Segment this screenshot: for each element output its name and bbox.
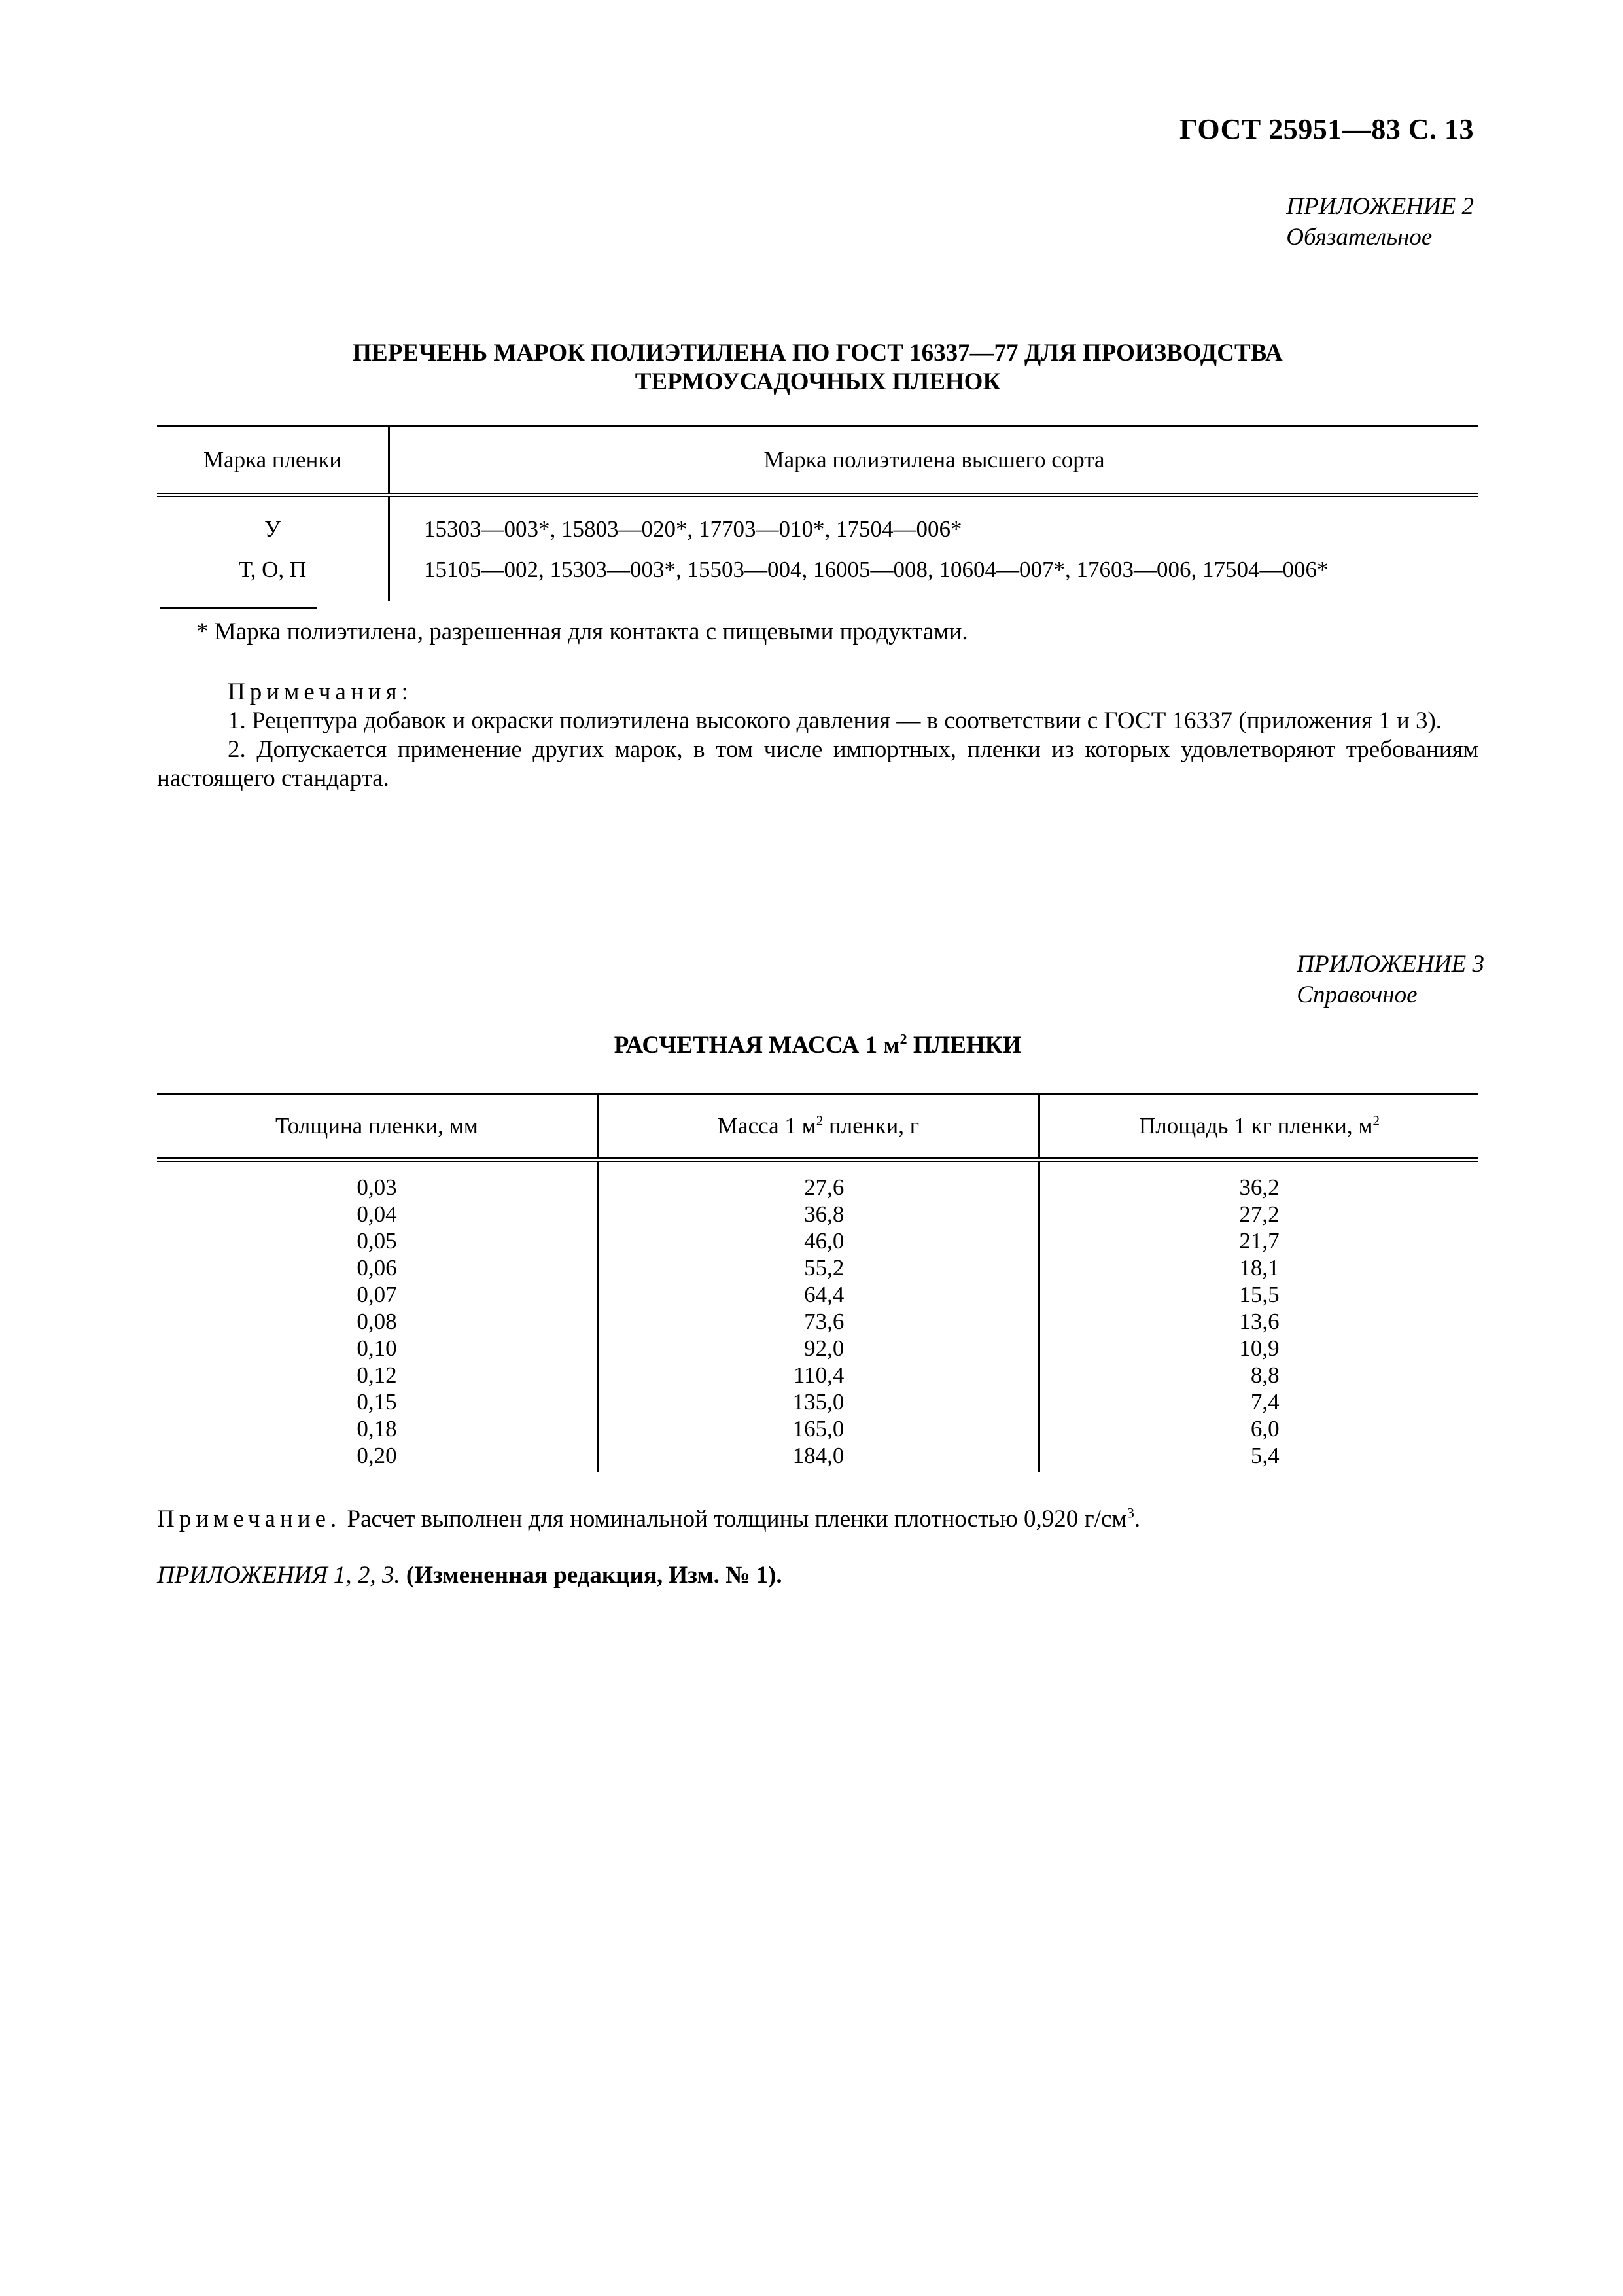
- section-2-title: [157, 1031, 1478, 1060]
- section-2-note-text: Расчет выполнен для номинальной толщины пленки плотностью 0,920 г/см: [341, 1506, 1127, 1532]
- appendix-2-status: Обязательное: [1286, 224, 1433, 251]
- col-header-area: [1039, 1094, 1479, 1160]
- appendix-2-label: ПРИЛОЖЕНИЕ 2: [1286, 193, 1474, 220]
- table-cell: 165,0: [792, 1416, 845, 1441]
- notes-block: [157, 678, 1478, 793]
- appendix-3-block: [1297, 949, 1484, 1010]
- table-cell: 0,10: [357, 1335, 397, 1361]
- page-header: ГОСТ 25951—83 С. 13: [1179, 113, 1474, 145]
- appendix-2-block: [1286, 191, 1474, 253]
- section-2-note: [157, 1505, 1478, 1534]
- table-cell: 135,0: [792, 1389, 845, 1415]
- table-cell: 55,2: [804, 1255, 845, 1280]
- table-cell: 36,2: [1239, 1174, 1280, 1200]
- amendment-italic: ПРИЛОЖЕНИЯ 1, 2, 3.: [157, 1562, 400, 1589]
- polyethylene-grade-cell: 15303—003*, 15803—020*, 17703—010*, 17504—006*: [424, 516, 962, 542]
- section-2-note-end: .: [1134, 1506, 1141, 1532]
- amendment-bold: (Измененная редакция, Изм. № 1).: [400, 1562, 782, 1589]
- table-cell: 18,1: [1239, 1255, 1280, 1280]
- table-cell: 0,07: [357, 1282, 397, 1307]
- film-grade-cell: Т, О, П: [157, 550, 389, 601]
- polyethylene-grade-cell: 15105—002, 15303—003*, 15503—004, 16005—008, 10604—007*, 17603—006, 17504—006*: [424, 557, 1329, 582]
- table-cell: 0,06: [357, 1255, 397, 1280]
- mass-header-pre: Масса 1 м: [717, 1113, 816, 1139]
- table-header-row: [157, 1094, 1478, 1160]
- table-cell: 0,18: [357, 1416, 397, 1441]
- table-cell: 5,4: [1250, 1443, 1280, 1468]
- section-2-note-label: Примечание.: [157, 1506, 341, 1532]
- appendix-3-label: ПРИЛОЖЕНИЕ 3: [1297, 951, 1484, 978]
- table-cell: 0,15: [357, 1389, 397, 1415]
- area-header-sup: 2: [1372, 1112, 1380, 1129]
- section-1-title-line2: ТЕРМОУСАДОЧНЫХ ПЛЕНОК: [635, 368, 1001, 395]
- table-row: [157, 550, 1478, 601]
- table-cell: 73,6: [804, 1309, 845, 1334]
- polyethylene-grades-table: [157, 425, 1478, 601]
- section-2-title-pre: РАСЧЕТНАЯ МАССА 1 м: [614, 1032, 900, 1059]
- thickness-values: [357, 1174, 396, 1469]
- mass-column: [598, 1160, 1039, 1472]
- col-header-thickness: Толщина пленки, мм: [157, 1094, 598, 1160]
- table-cell: 27,6: [804, 1174, 845, 1200]
- area-values: [1239, 1174, 1279, 1469]
- section-1-title-line1: ПЕРЕЧЕНЬ МАРОК ПОЛИЭТИЛЕНА ПО ГОСТ 16337—77 ДЛЯ ПРОИЗВОДСТВА: [353, 340, 1283, 366]
- table-cell: 13,6: [1239, 1309, 1280, 1334]
- table-header-row: [157, 427, 1478, 495]
- table-cell: 0,05: [357, 1228, 397, 1254]
- table-cell: 10,9: [1239, 1335, 1280, 1361]
- col-header-film-grade: Марка пленки: [157, 427, 389, 495]
- table-cell: 0,08: [357, 1309, 397, 1334]
- col-header-polyethylene-grade: Марка полиэтилена высшего сорта: [389, 427, 1479, 495]
- table-cell: 21,7: [1239, 1228, 1280, 1254]
- section-2-title-post: ПЛЕНКИ: [907, 1032, 1022, 1059]
- table-cell: 184,0: [792, 1443, 845, 1468]
- table-cell: 46,0: [804, 1228, 845, 1254]
- table-cell: 8,8: [1250, 1362, 1280, 1388]
- footnote-text: * Марка полиэтилена, разрешенная для контакта с пищевыми продуктами.: [196, 618, 968, 645]
- mass-values: [793, 1174, 845, 1469]
- section-2-title-sup: 2: [899, 1031, 907, 1048]
- thickness-column: [157, 1160, 598, 1472]
- mass-header-sup: 2: [816, 1112, 824, 1129]
- table-cell: 64,4: [804, 1282, 845, 1307]
- notes-heading: Примечания:: [228, 679, 413, 705]
- film-grade-cell: У: [157, 495, 389, 550]
- mass-header-post: пленки, г: [823, 1113, 920, 1139]
- table-cell: 6,0: [1250, 1416, 1280, 1441]
- table-body-row: [157, 1160, 1478, 1472]
- table-cell: 27,2: [1239, 1201, 1280, 1227]
- note-2: 2. Допускается применение других марок, в том числе импортных, пленки из которых удовлетворяют требованиям настоящего стандарта.: [157, 736, 1478, 792]
- area-header-pre: Площадь 1 кг пленки, м: [1139, 1113, 1373, 1139]
- table-cell: 92,0: [804, 1335, 845, 1361]
- table-cell: 36,8: [804, 1201, 845, 1227]
- table-cell: 0,04: [357, 1201, 397, 1227]
- table-cell: 0,12: [357, 1362, 397, 1388]
- amendment-line: [157, 1561, 1478, 1590]
- area-column: [1039, 1160, 1479, 1472]
- section-2-note-sup: 3: [1126, 1504, 1134, 1521]
- table-cell: 110,4: [793, 1362, 845, 1388]
- table-row: [157, 495, 1478, 550]
- film-mass-table: [157, 1093, 1478, 1472]
- note-1: 1. Рецептура добавок и окраски полиэтилена высокого давления — в соответствии с ГОСТ 16337 (приложения 1 и 3).: [228, 707, 1442, 734]
- table-cell: 7,4: [1250, 1389, 1280, 1415]
- table-cell: 0,03: [357, 1174, 397, 1200]
- table-cell: 15,5: [1239, 1282, 1280, 1307]
- col-header-mass: [598, 1094, 1039, 1160]
- appendix-3-status: Справочное: [1297, 981, 1418, 1008]
- footnote-divider: [160, 607, 317, 609]
- table-cell: 0,20: [357, 1443, 397, 1468]
- footnote: [157, 618, 1478, 646]
- section-1-title: [157, 339, 1478, 397]
